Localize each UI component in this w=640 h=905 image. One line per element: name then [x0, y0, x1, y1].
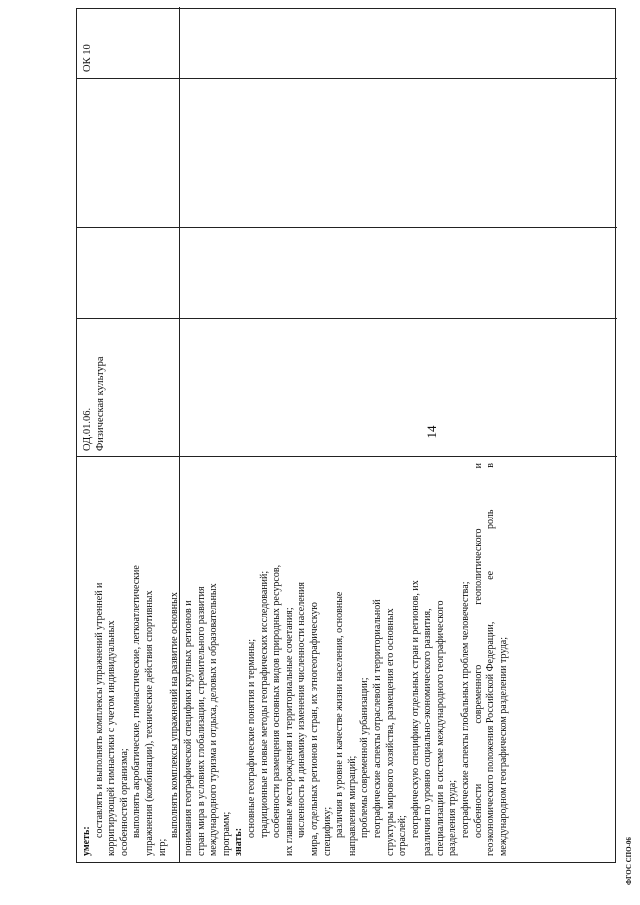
requirements-text-top — [183, 463, 510, 856]
discipline-name: Физическая культура — [95, 356, 106, 451]
znat-line: специализации в системе международного географического — [434, 600, 446, 856]
requirements-text-bottom — [81, 463, 182, 856]
znat-label: знать: — [233, 827, 245, 856]
znat-line: географическую специфику отдельных стран и регионов, их — [409, 580, 421, 838]
znat-list — [246, 463, 473, 856]
column-divider-3 — [77, 227, 617, 228]
umet-label: уметь: — [81, 826, 92, 856]
znat-line: географические аспекты отраслевой и территориальной — [371, 599, 383, 838]
znat-line: различия в уровне и качестве жизни населения, основные — [334, 591, 346, 838]
znat-line: особенности размещения основных видов природных ресурсов, — [271, 564, 283, 838]
umet-line: упражнения (комбинации), технические действия спортивных — [143, 590, 155, 856]
znat-line: направления миграций; — [346, 755, 358, 856]
intro-line: стран мира в условиях глобализации, стремительного развития — [195, 586, 207, 856]
justified-word: особенности — [472, 783, 484, 838]
justified-word: и — [472, 463, 484, 469]
znat-line: мира, отдельных регионов и стран, их этногеографическую — [308, 602, 320, 856]
justified-word: геоэкономического положения Российской Федерации, — [485, 621, 497, 856]
znat-line: специфику; — [321, 806, 333, 856]
page-number: 14 — [424, 425, 439, 439]
znat-line: основные географические понятия и термины; — [245, 638, 257, 838]
footer-code: ФГОС СПО-06 — [625, 837, 633, 885]
intro-line: понимания географической специфики крупных регионов и — [183, 600, 194, 856]
umet-line: выполнять комплексы упражнений на развитие основных — [169, 592, 181, 838]
justified-word: ее — [485, 570, 497, 580]
znat-line: различия по уровню социально-экономического развития, — [422, 608, 434, 856]
znat-line: географические аспекты глобальных проблем человечества; — [460, 581, 472, 838]
discipline-code-cell — [81, 356, 107, 451]
column-divider-4 — [77, 78, 617, 79]
competence-code: ОК 10 — [82, 44, 93, 72]
znat-line: их главные месторождения и территориальные сочетания; — [283, 607, 295, 856]
umet-line: игр; — [156, 838, 168, 856]
umet-line: особенностей организма; — [118, 748, 130, 856]
requirements-umet-cell — [77, 457, 179, 862]
justified-word: геополитического — [472, 528, 484, 605]
znat-line: традиционные и новые методы географических исследований; — [258, 570, 270, 838]
umet-list — [94, 463, 182, 856]
znat-line: отраслей; — [397, 815, 409, 856]
discipline-code: ОД.01.06. — [82, 407, 93, 451]
intro-line: международного туризма и отдыха, деловых и образовательных — [208, 583, 220, 856]
requirements-table — [76, 8, 616, 863]
justified-word: современного — [472, 664, 484, 724]
znat-line: разделения труда; — [447, 779, 459, 856]
justified-word: в — [485, 463, 497, 468]
znat-line: численность и динамику изменения численности населения — [296, 582, 308, 838]
intro-line: программ; — [220, 811, 232, 856]
umet-line: выполнять акробатические, гимнастические, легкоатлетические — [131, 565, 143, 838]
justified-line — [473, 463, 486, 856]
znat-line: проблемы современной урбанизации; — [359, 677, 371, 838]
umet-line: корригирующей гимнастики с учетом индивидуальных — [106, 620, 118, 856]
justified-line — [485, 463, 498, 856]
znat-line: структуры мирового хозяйства, размещения его основных — [384, 608, 396, 856]
justified-word: роль — [485, 509, 497, 530]
column-divider-2 — [77, 318, 617, 319]
competence-cell — [81, 44, 94, 72]
umet-line: составлять и выполнять комплексы упражнений утренней и — [93, 582, 105, 838]
znat-end-line: международном географическом разделении труда; — [497, 636, 509, 856]
